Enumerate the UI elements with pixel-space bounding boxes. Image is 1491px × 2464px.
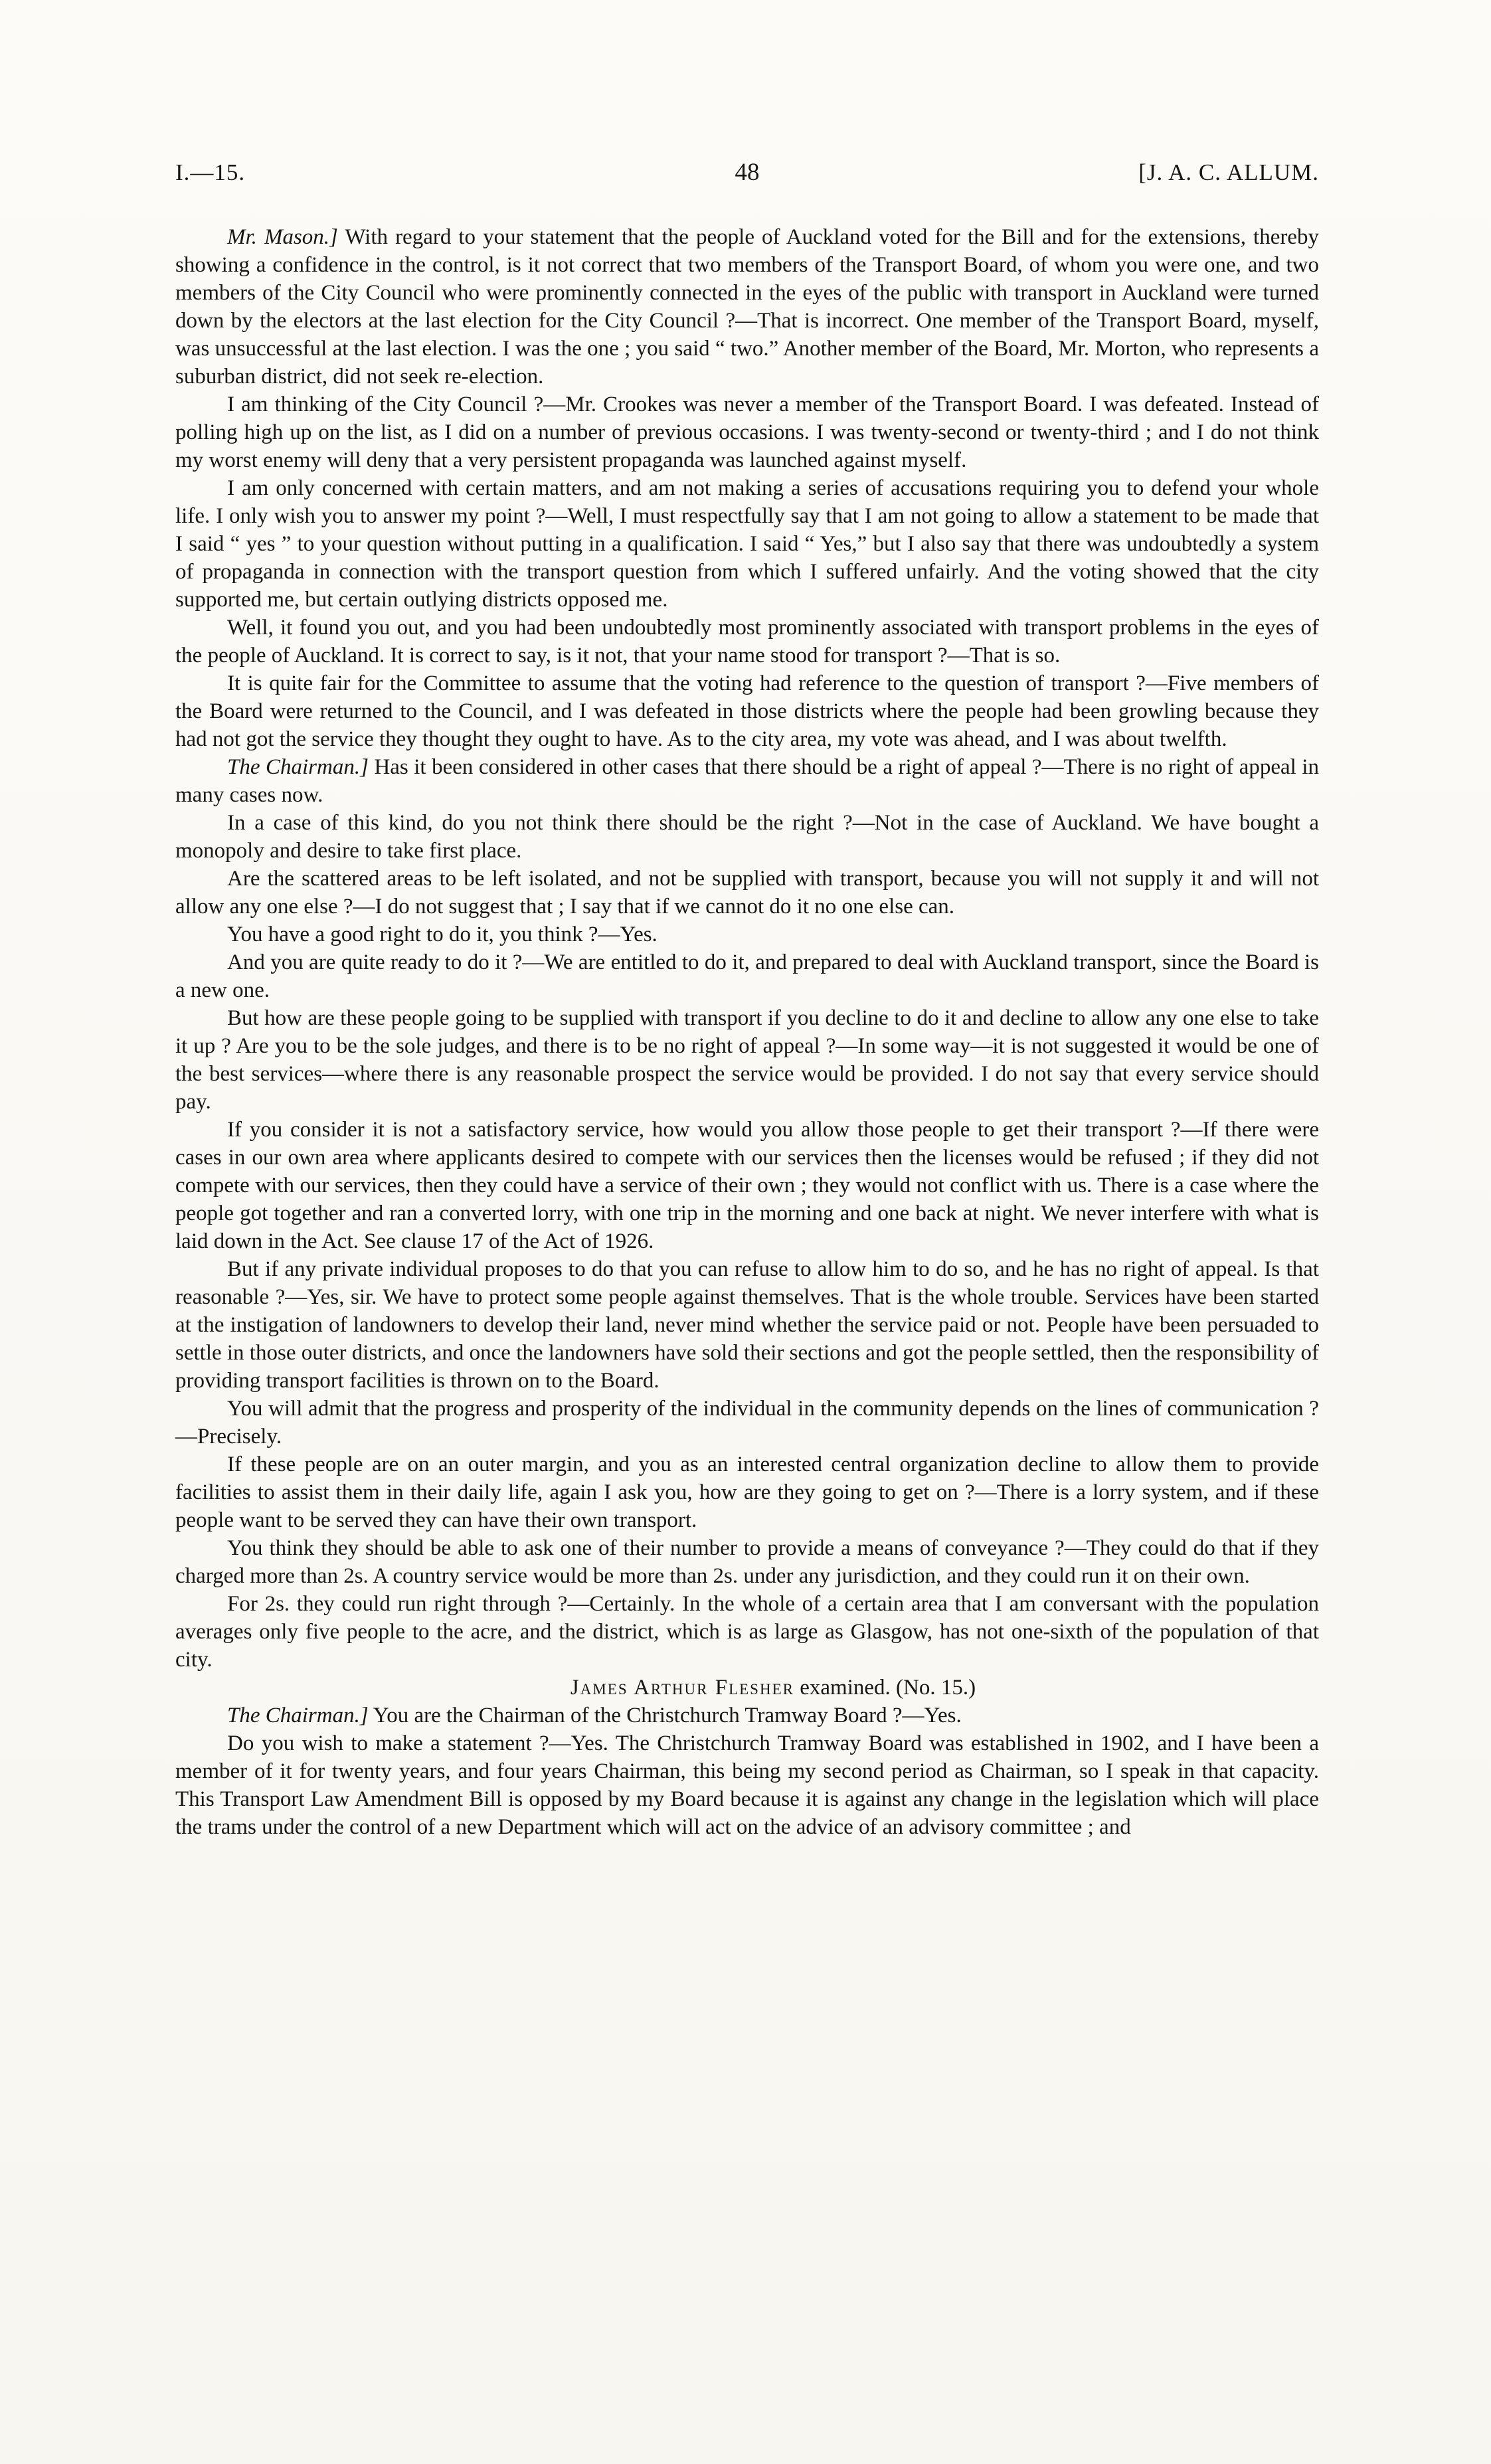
- paragraph-text: But if any private individual proposes to do that you can refuse to allow him to do so, and he has no right of appeal. Is that reasonable ?—Yes, sir. We have to protect some people against themselves. That is the whole trouble. Services have been started at the instigation of landowners to develop their land, never mind whether the service paid or not. People have been persuaded to settle in those outer districts, and once the landowners have sold their sections and got the people settled, then the responsibility of providing transport facilities is thrown on to the Board.: [175, 1257, 1320, 1393]
- paragraph-text: I am thinking of the City Council ?—Mr. Crookes was never a member of the Transport Board. I was defeated. Instead of polling high up on the list, as I did on a number of previous occasions. I was twenty-second or twenty-third ; and I do not think my worst enemy will deny that a very persistent propaganda was launched against myself.: [175, 393, 1319, 472]
- paragraph-text: You will admit that the progress and prosperity of the individual in the community depends on the lines of communication ?—Precisely.: [175, 1397, 1319, 1449]
- paragraph: [175, 948, 1319, 1004]
- paragraph: [175, 1116, 1319, 1255]
- paragraph: [175, 1729, 1319, 1841]
- paper-number: I.—15.: [175, 159, 246, 185]
- paragraph-text: Has it been considered in other cases that there should be a right of appeal ?—There is no right of appeal in many cases now.: [175, 755, 1320, 807]
- paragraph: [175, 391, 1319, 474]
- paragraph-text: Do you wish to make a statement ?—Yes. The Christchurch Tramway Board was established in 1902, and I have been a member of it for twenty years, and four years Chairman, this being my second period as Chairman, so I speak in that capacity. This Transport Law Amendment Bill is opposed by my Board because it is against any change in the legislation which will place the trams under the control of a new Department which will act on the advice of an advisory committee ; and: [175, 1731, 1319, 1839]
- paragraph-text: Well, it found you out, and you had been undoubtedly most prominently associated with transport problems in the eyes of the people of Auckland. It is correct to say, is it not, that your name stood for transport ?—That is so.: [175, 616, 1319, 667]
- paragraph: [175, 1255, 1319, 1395]
- transcript-body: [175, 223, 1319, 1841]
- paragraph-text: And you are quite ready to do it ?—We are entitled to do it, and prepared to deal with Auckland transport, since the Board is a new one.: [175, 950, 1319, 1002]
- paragraph-text: You have a good right to do it, you think ?—Yes.: [227, 923, 658, 946]
- paragraph-text: In a case of this kind, do you not think there should be the right ?—Not in the case of Auckland. We have bought a monopoly and desire to take first place.: [175, 811, 1319, 863]
- paragraph-text: I am only concerned with certain matters, and am not making a series of accusations requiring you to defend your whole life. I only wish you to answer my point ?—Well, I must respectfully say that I am not going to allow a statement to be made that I said “ yes ” to your question without putting in a qualification. I said “ Yes,” but I also say that there was undoubtedly a system of propaganda in connection with the transport question from which I suffered unfairly. And the voting showed that the city supported me, but certain outlying districts opposed me.: [175, 476, 1319, 612]
- paragraph: [175, 669, 1319, 753]
- page-number: 48: [735, 159, 760, 186]
- paragraph: [175, 921, 1319, 948]
- paragraph: [175, 753, 1319, 809]
- paragraph: [175, 1004, 1319, 1116]
- paragraph-text: If you consider it is not a satisfactory service, how would you allow those people to get their transport ?—If there were cases in our own area where applicants desired to compete with our services then the licenses would be refused ; if they did not compete with our services, then they could have a service of their own ; they would not conflict with us. There is a case where the people got together and ran a converted lorry, with one trip in the morning and one back at night. We never interfere with what is laid down in the Act. See clause 17 of the Act of 1926.: [175, 1118, 1319, 1253]
- paragraph: [175, 1534, 1319, 1590]
- paragraph-text: With regard to your statement that the people of Auckland voted for the Bill and for the extensions, thereby showing a confidence in the control, is it not correct that two members of the Transport Board, of whom you were one, and two members of the City Council who were prominently connected in the eyes of the public with transport in Auckland were turned down by the electors at the last election for the City Council ?—That is incorrect. One member of the Transport Board, myself, was unsuccessful at the last election. I was the one ; you said “ two.” Another member of the Board, Mr. Morton, who represents a suburban district, did not seek re-election.: [175, 225, 1320, 389]
- paragraph: [175, 809, 1319, 865]
- paragraph-text: For 2s. they could run right through ?—Certainly. In the whole of a certain area that I am conversant with the population averages only five people to the acre, and the district, which is as large as Glasgow, has not one-sixth of the population of that city.: [175, 1592, 1319, 1672]
- running-header: [175, 158, 1319, 187]
- paragraph: [175, 614, 1319, 669]
- section-heading: [175, 1674, 1319, 1702]
- paragraph: [175, 1590, 1319, 1674]
- paragraph: [175, 1451, 1319, 1534]
- paragraph-text: You are the Chairman of the Christchurch Tramway Board ?—Yes.: [373, 1704, 962, 1727]
- paragraph-text: It is quite fair for the Committee to assume that the voting had reference to the question of transport ?—Five members of the Board were returned to the Council, and I was defeated in those districts where the people had been growling because they had not got the service they thought they ought to have. As to the city area, my vote was ahead, and I was about twelfth.: [175, 671, 1319, 751]
- paragraph: [175, 1702, 1319, 1729]
- paragraph: [175, 223, 1319, 391]
- speaker-label: The Chairman.]: [227, 755, 369, 779]
- speaker-label: The Chairman.]: [227, 1704, 369, 1727]
- speaker-label: Mr. Mason.]: [227, 225, 338, 249]
- paragraph: [175, 1395, 1319, 1451]
- paragraph-text: If these people are on an outer margin, and you as an interested central organization decline to allow them to provide facilities to assist them in their daily life, again I ask you, how are they going to get on ?—There is a lorry system, and if these people want to be served they can have their own transport.: [175, 1452, 1319, 1532]
- witness-name-header: [J. A. C. ALLUM.: [1138, 159, 1319, 185]
- paragraph-text: But how are these people going to be supplied with transport if you decline to do it and decline to allow any one else to take it up ? Are you to be the sole judges, and there is to be no right of appeal ?—In some way—it is not suggested it would be one of the best services—where there is any reasonable prospect the service would be provided. I do not say that every service should pay.: [175, 1006, 1319, 1114]
- paragraph: [175, 865, 1319, 921]
- section-heading-rest: examined. (No. 15.): [800, 1676, 976, 1700]
- paragraph-text: You think they should be able to ask one of their number to provide a means of conveyance ?—They could do that if they charged more than 2s. A country service would be more than 2s. under any jurisdiction, and they could run it on their own.: [175, 1536, 1319, 1588]
- paragraph: [175, 474, 1319, 614]
- paragraph-text: Are the scattered areas to be left isolated, and not be supplied with transport, because you will not supply it and will not allow any one else ?—I do not suggest that ; I say that if we cannot do it no one else can.: [175, 867, 1319, 919]
- examined-witness-name: James Arthur Flesher: [570, 1676, 794, 1700]
